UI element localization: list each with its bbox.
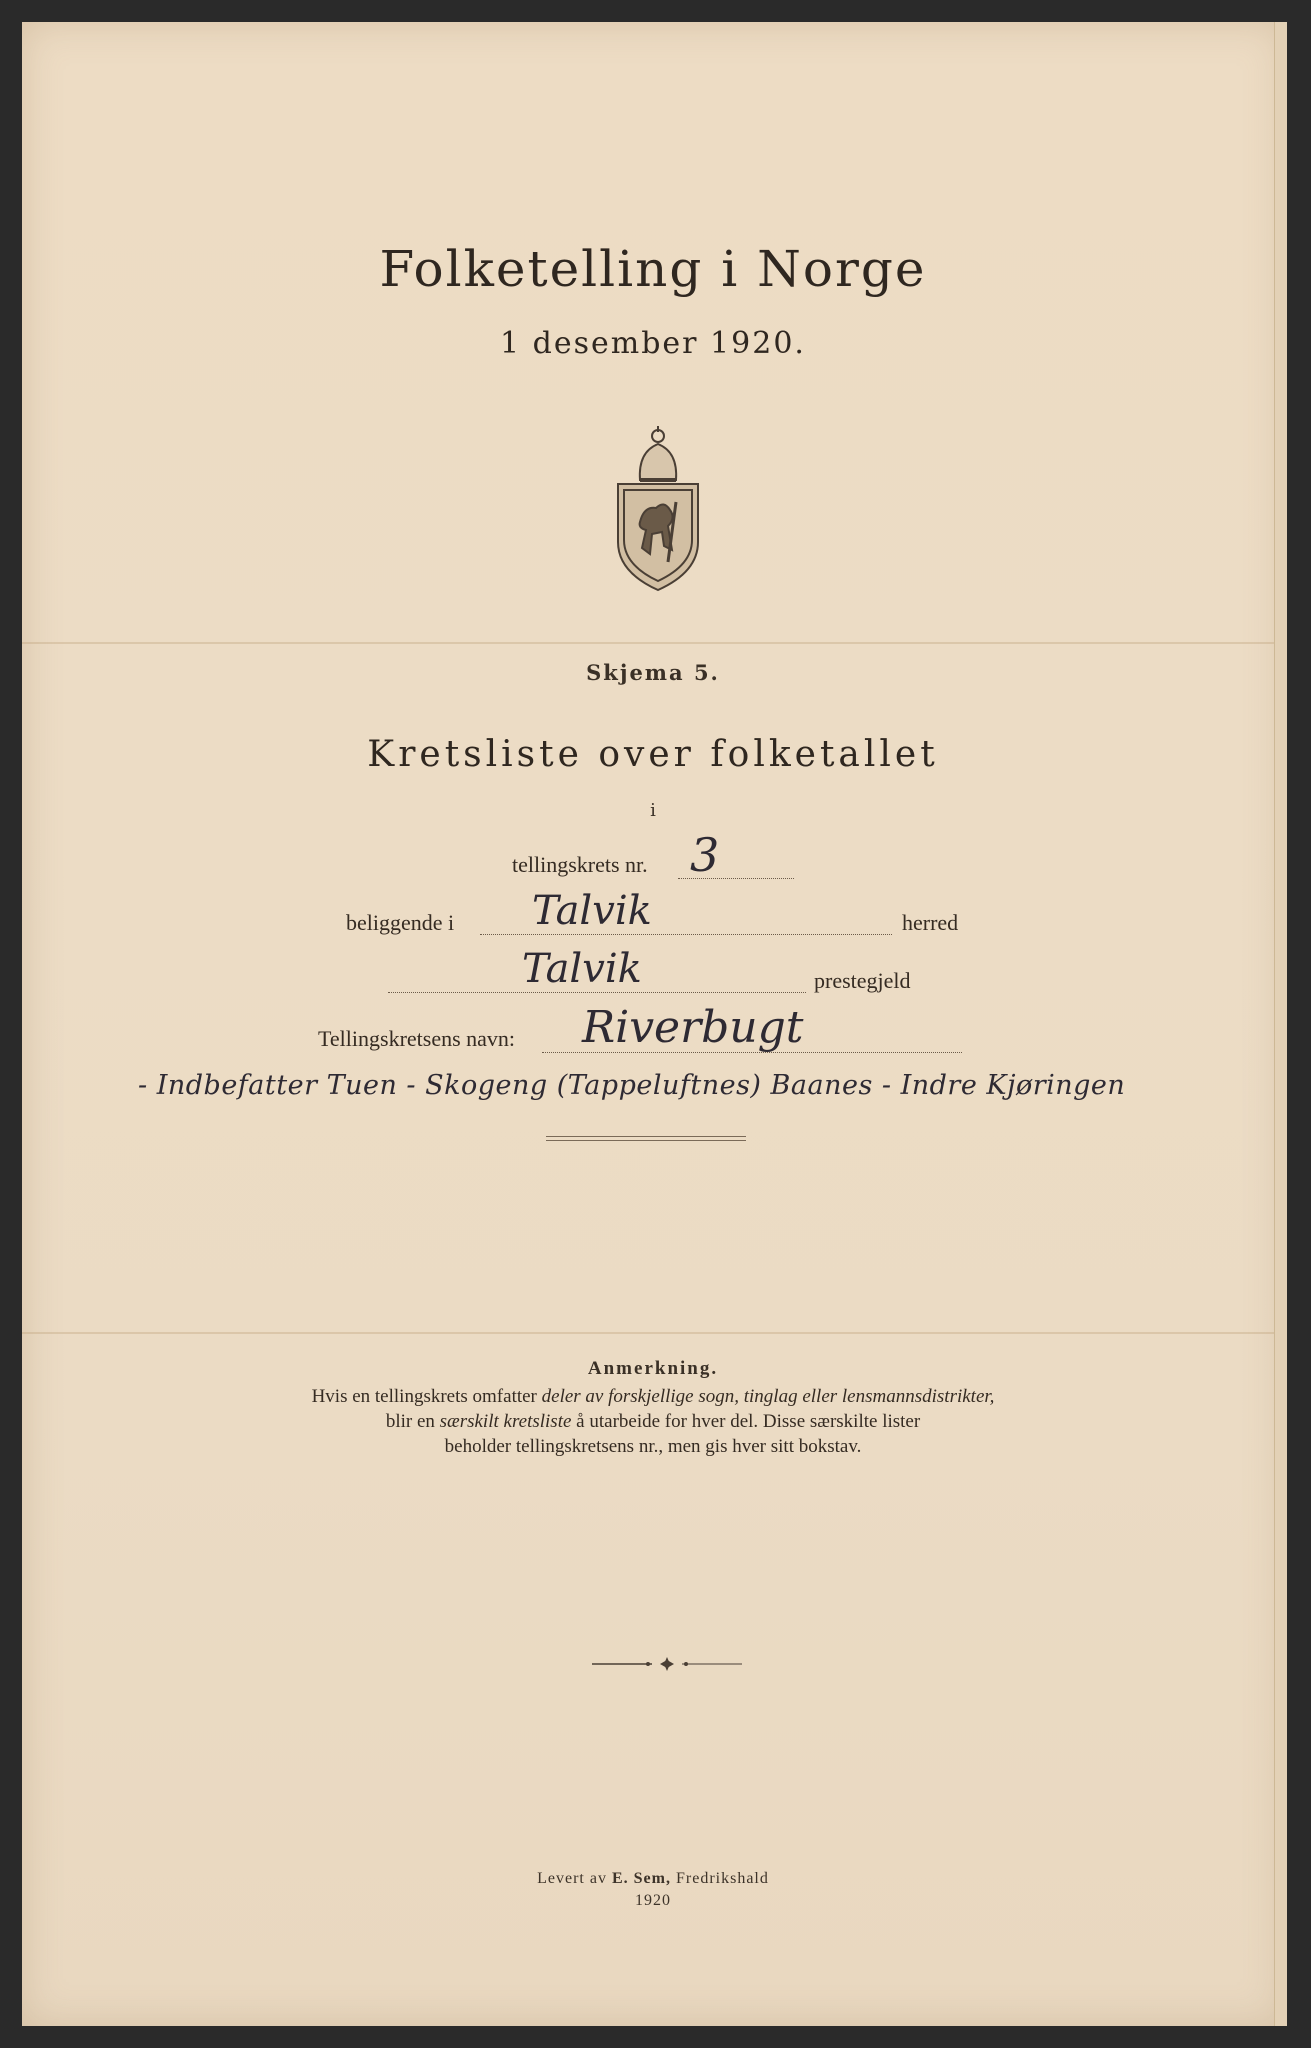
- herred-line: [480, 934, 892, 935]
- note-text: å utarbeide for hver del. Disse særskilte lister: [571, 1411, 921, 1432]
- krets-name-label: Tellingskretsens navn:: [318, 1026, 516, 1051]
- prestegjeld-line: [388, 992, 806, 993]
- schema-number: Skjema 5.: [586, 660, 720, 685]
- paper-edge: [1274, 22, 1287, 2026]
- note-title: Anmerkning.: [587, 1358, 719, 1379]
- divider-rule: [546, 1140, 746, 1141]
- note-text: blir en: [385, 1411, 440, 1432]
- paper-fold: [22, 642, 1284, 644]
- herred-label: herred: [902, 910, 959, 935]
- print-year: 1920: [635, 1892, 671, 1909]
- printer-text: Levert av: [537, 1870, 612, 1887]
- printer-place: Fredrikshald: [670, 1870, 769, 1887]
- form-heading: Kretsliste over folketallet: [367, 734, 939, 775]
- note-line-2: [22, 1409, 1284, 1434]
- note-line-1: [22, 1384, 1284, 1409]
- census-date: 1 desember 1920.: [500, 326, 806, 361]
- printer-name: E. Sem,: [611, 1870, 671, 1887]
- beliggende-label: beliggende i: [346, 910, 455, 935]
- connector-text: i: [650, 800, 656, 821]
- prestegjeld-value: Talvik: [522, 946, 642, 992]
- norwegian-coat-of-arms-icon: [610, 422, 706, 592]
- krets-number-label: tellingskrets nr.: [512, 852, 648, 877]
- note-line-3: beholder tellingskretsens nr., men gis hver sitt bokstav.: [444, 1436, 862, 1457]
- note-emphasis: særskilt kretsliste: [439, 1411, 572, 1432]
- page-title: Folketelling i Norge: [379, 240, 927, 298]
- paper-fold: [22, 1332, 1284, 1334]
- note-emphasis: deler av forskjellige sogn, tinglag eller lensmannsdistrikter,: [541, 1386, 995, 1407]
- note-text: Hvis en tellingskrets omfatter: [311, 1386, 542, 1407]
- krets-name-value: Riverbugt: [582, 1002, 804, 1053]
- herred-value: Talvik: [532, 888, 652, 934]
- printer-credit: [22, 1870, 1284, 1888]
- divider-rule: [546, 1136, 746, 1137]
- census-form-page: [22, 22, 1284, 2026]
- prestegjeld-label: prestegjeld: [814, 968, 911, 993]
- krets-number-value: 3: [690, 828, 720, 882]
- area-description: - Indbefatter Tuen - Skogeng (Tappeluftnes) Baanes - Indre Kjøringen: [138, 1070, 1126, 1101]
- ornament-divider-icon: [592, 1654, 742, 1674]
